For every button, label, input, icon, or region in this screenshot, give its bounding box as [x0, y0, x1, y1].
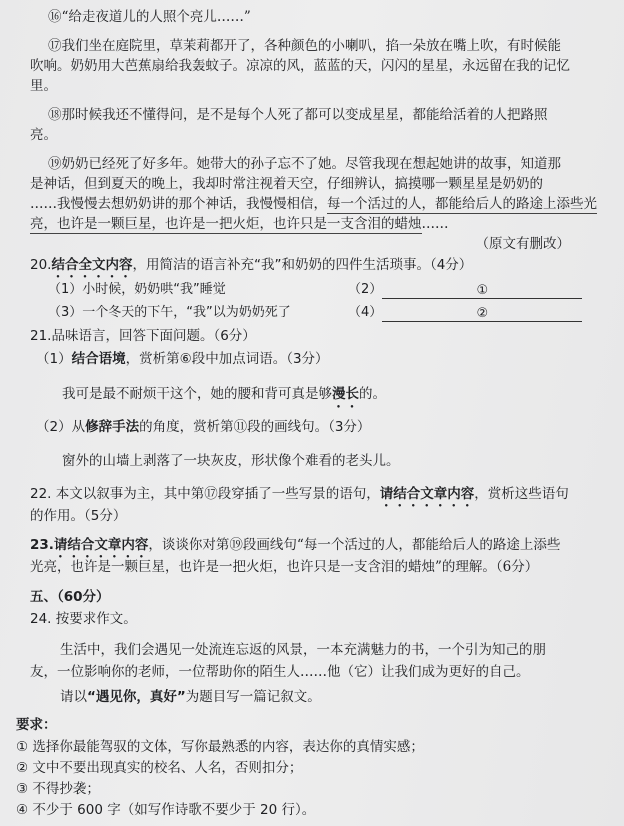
paragraph-17-line-1: ⑰我们坐在庭院里，草茉莉都开了，各种颜色的小喇叭，掐一朵放在嘴上吹，有时候能 [48, 38, 561, 54]
requirements-heading: 要求： [16, 717, 57, 733]
question-20-item-2: （2） ① [348, 281, 624, 299]
question-21-quote-1: 我可是最不耐烦干这个，她的腰和背可真是够漫长的。 [62, 386, 386, 402]
question-21-quote-2: 窗外的山墙上剥落了一块灰皮，形状像个难看的老头儿。 [62, 453, 400, 469]
answer-blank-1[interactable]: ① [382, 282, 582, 299]
paragraph-16: ⑯“给走夜道儿的人照个亮儿……” [48, 9, 251, 25]
underlined-sentence-part-2: 亮，也许是一颗巨星，也许是一把火炬，也许只是一支含泪的蜡烛 [30, 216, 422, 232]
paragraph-17-line-3: 里。 [30, 78, 57, 94]
paragraph-19-line-2: 是神话，但到夏天的晚上，我却时常注视着天空，仔细辨认，搞摸哪一颗星星是奶奶的 [30, 176, 543, 192]
essay-task: 请以“遇见你，真好”为题目写一篇记叙文。 [60, 689, 321, 705]
underlined-sentence-part-1: 每一个活过的人，都能给后人的路途上添些光 [327, 196, 597, 212]
dotted-words: 漫长 [332, 386, 359, 402]
paragraph-17-line-2: 吹响。奶奶用大芭蕉扇给我轰蚊子。凉凉的风，蓝蓝的天，闪闪的星星，永远留在我的记忆 [30, 58, 570, 74]
question-22-line-2: 的作用。（5分） [30, 508, 127, 524]
section-5-heading: 五、（60分） [30, 589, 110, 605]
question-23-line-1: 23.请结合文章内容，谈谈你对第⑲段画线句“每一个活过的人，都能给后人的路途上添些 [30, 537, 561, 553]
paragraph-19-line-3: ……我慢慢去想奶奶讲的那个神话，我慢慢相信，每一个活过的人，都能给后人的路途上添些光 [30, 196, 597, 212]
requirement-4: ④ 不少于 600 字（如写作诗歌不要少于 20 行）。 [16, 802, 316, 818]
essay-prompt-line-2: 友，一位影响你的老师，一位帮助你的陌生人……他（它）让我们成为更好的自己。 [30, 664, 530, 680]
source-note: （原文有删改） [475, 236, 570, 252]
paragraph-19-line-4: 亮，也许是一颗巨星，也许是一把火炬，也许只是一支含泪的蜡烛…… [30, 216, 449, 232]
question-20-item-3: （3）一个冬天的下午，“我”以为奶奶死了 [48, 305, 291, 320]
question-21-sub-1: （1）结合语境，赏析第⑥段中加点词语。（3分） [36, 351, 329, 367]
question-20-item-1: （1）小时候，奶奶哄“我”睡觉 [48, 282, 226, 297]
question-20-item-4: （4） ② [348, 304, 624, 322]
paragraph-19-line-1: ⑲奶奶已经死了好多年。她带大的孙子忘不了她。尽管我现在想起她讲的故事，知道那 [48, 156, 561, 172]
essay-prompt-line-1: 生活中，我们会遇见一处流连忘返的风景，一本充满魅力的书，一个引为知己的朋 [60, 642, 546, 658]
question-21-sub-2: （2）从修辞手法的角度，赏析第⑪段的画线句。（3分） [36, 419, 371, 435]
question-24-title: 24. 按要求作文。 [30, 611, 137, 627]
question-21-stem: 21.品味语言，回答下面问题。（6分） [30, 328, 256, 344]
requirement-1: ① 选择你最能驾驭的文体，写你最熟悉的内容，表达你的真情实感； [16, 739, 424, 755]
essay-title: “遇见你，真好” [87, 689, 186, 705]
requirement-2: ② 文中不要出现真实的校名、人名，否则扣分； [16, 760, 303, 776]
answer-blank-2[interactable]: ② [382, 305, 582, 322]
question-23-line-2: 光亮，也许是一颗巨星，也许是一把火炬，也许只是一支含泪的蜡烛”的理解。（6分） [30, 559, 539, 575]
paragraph-18-line-1: ⑱那时候我还不懂得问，是不是每个人死了都可以变成星星，都能给活着的人把路照 [48, 107, 548, 123]
question-22-line-1: 22. 本文以叙事为主，其中第⑰段穿插了一些写景的语句，请结合文章内容，赏析这些语句 [30, 486, 569, 502]
requirement-3: ③ 不得抄袭； [16, 781, 100, 797]
question-20-stem: 20.结合全文内容，用简洁的语言补充“我”和奶奶的四件生活琐事。（4分） [30, 257, 473, 273]
paragraph-18-line-2: 亮。 [30, 127, 57, 143]
